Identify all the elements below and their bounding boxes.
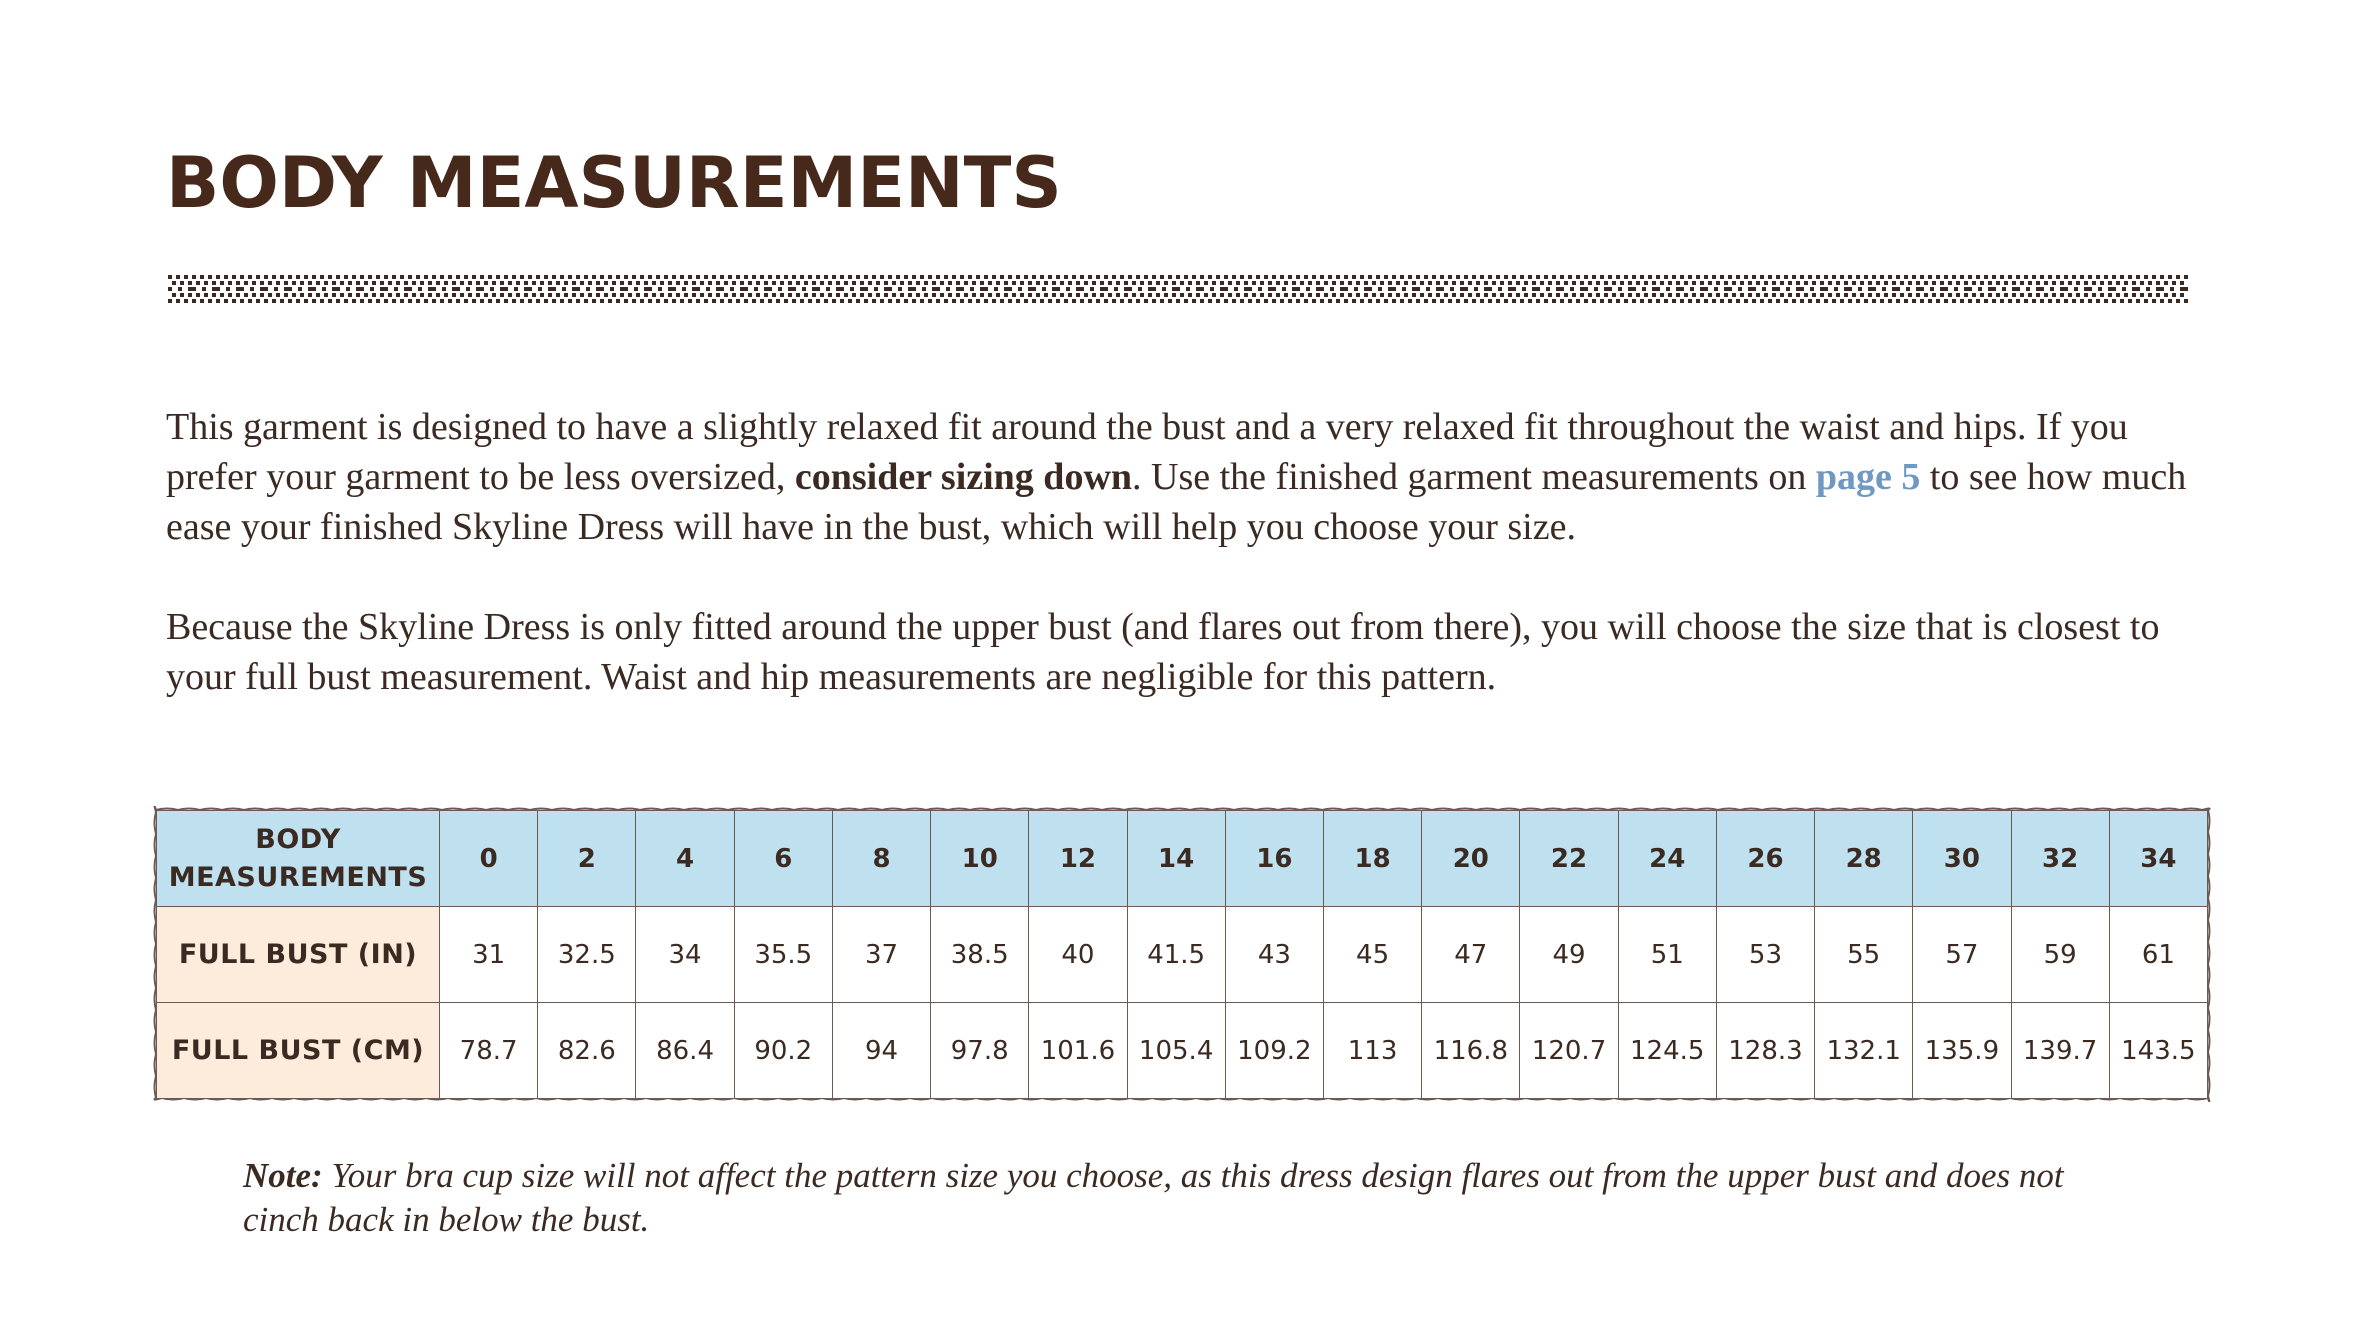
table-cell: 143.5 xyxy=(2109,1003,2207,1099)
sizing-advice-emphasis: consider sizing down xyxy=(794,456,1133,498)
table-cell: 61 xyxy=(2109,907,2207,1003)
table-row-full-bust-in xyxy=(157,907,2208,1003)
table-cell: 57 xyxy=(1913,907,2011,1003)
table-cell: 40 xyxy=(1029,907,1127,1003)
size-header: 12 xyxy=(1029,811,1127,907)
table-cell: 94 xyxy=(832,1003,930,1099)
size-header: 22 xyxy=(1520,811,1618,907)
table-cell: 51 xyxy=(1618,907,1716,1003)
size-header: 10 xyxy=(931,811,1029,907)
row-label: FULL BUST (CM) xyxy=(157,1003,440,1099)
note-text xyxy=(243,1154,2123,1242)
size-header: 6 xyxy=(734,811,832,907)
table-cell: 113 xyxy=(1323,1003,1421,1099)
table-cell: 82.6 xyxy=(538,1003,636,1099)
table-cell: 41.5 xyxy=(1127,907,1225,1003)
measurement-table-frame xyxy=(152,806,2212,1102)
table-cell: 34 xyxy=(636,907,734,1003)
table-cell: 43 xyxy=(1225,907,1323,1003)
table-cell: 37 xyxy=(832,907,930,1003)
table-cell: 47 xyxy=(1422,907,1520,1003)
table-cell: 124.5 xyxy=(1618,1003,1716,1099)
intro-p1-end-text: to see how much ease your finished Skyline Dress will have in the bust, which will help you choose your size. xyxy=(166,456,2187,548)
measurement-table xyxy=(156,810,2208,1099)
size-header: 20 xyxy=(1422,811,1520,907)
table-row-full-bust-cm xyxy=(157,1003,2208,1099)
decorative-divider xyxy=(168,272,2188,306)
table-cell: 116.8 xyxy=(1422,1003,1520,1099)
table-cell: 45 xyxy=(1323,907,1421,1003)
table-cell: 53 xyxy=(1716,907,1814,1003)
table-cell: 78.7 xyxy=(440,1003,538,1099)
intro-paragraph-1 xyxy=(166,402,2196,552)
table-cell: 90.2 xyxy=(734,1003,832,1099)
table-cell: 55 xyxy=(1815,907,1913,1003)
intro-p1-text: This garment is designed to have a slightly relaxed fit around the bust and a very relaxed fit throughout the waist and hips. If you prefer your garment to be less oversized, xyxy=(166,406,2128,498)
page-title: BODY MEASUREMENTS xyxy=(166,142,1062,224)
size-header: 28 xyxy=(1815,811,1913,907)
table-cell: 35.5 xyxy=(734,907,832,1003)
size-header: 0 xyxy=(440,811,538,907)
corner-header xyxy=(157,811,440,907)
size-header: 8 xyxy=(832,811,930,907)
table-cell: 59 xyxy=(2011,907,2109,1003)
table-cell: 31 xyxy=(440,907,538,1003)
table-cell: 97.8 xyxy=(931,1003,1029,1099)
size-header: 18 xyxy=(1323,811,1421,907)
size-header: 4 xyxy=(636,811,734,907)
size-header: 30 xyxy=(1913,811,2011,907)
table-cell: 135.9 xyxy=(1913,1003,2011,1099)
intro-paragraph-2: Because the Skyline Dress is only fitted around the upper bust (and flares out from there), you will choose the size that is closest to your full bust measurement. Waist and hip measurements are negligible for this pattern. xyxy=(166,606,2160,698)
size-header: 32 xyxy=(2011,811,2109,907)
size-header: 2 xyxy=(538,811,636,907)
table-cell: 49 xyxy=(1520,907,1618,1003)
size-header: 14 xyxy=(1127,811,1225,907)
size-header: 16 xyxy=(1225,811,1323,907)
table-cell: 139.7 xyxy=(2011,1003,2109,1099)
note-label: Note: xyxy=(243,1156,323,1195)
table-cell: 32.5 xyxy=(538,907,636,1003)
table-cell: 38.5 xyxy=(931,907,1029,1003)
table-cell: 101.6 xyxy=(1029,1003,1127,1099)
size-header: 26 xyxy=(1716,811,1814,907)
table-cell: 109.2 xyxy=(1225,1003,1323,1099)
corner-header-line-2: MEASUREMENTS xyxy=(168,861,428,893)
corner-header-line-1: BODY xyxy=(255,823,341,855)
table-cell: 120.7 xyxy=(1520,1003,1618,1099)
page-5-link[interactable]: page 5 xyxy=(1815,456,1921,498)
table-cell: 132.1 xyxy=(1815,1003,1913,1099)
table-header-row xyxy=(157,811,2208,907)
table-cell: 86.4 xyxy=(636,1003,734,1099)
table-cell: 128.3 xyxy=(1716,1003,1814,1099)
intro-p1-mid-text: . Use the finished garment measurements on xyxy=(1132,456,1816,498)
intro-text xyxy=(166,402,2196,752)
size-header: 24 xyxy=(1618,811,1716,907)
size-header: 34 xyxy=(2109,811,2207,907)
table-cell: 105.4 xyxy=(1127,1003,1225,1099)
row-label: FULL BUST (IN) xyxy=(157,907,440,1003)
note-body: Your bra cup size will not affect the pattern size you choose, as this dress design flares out from the upper bust and does not cinch back in below the bust. xyxy=(243,1156,2064,1239)
